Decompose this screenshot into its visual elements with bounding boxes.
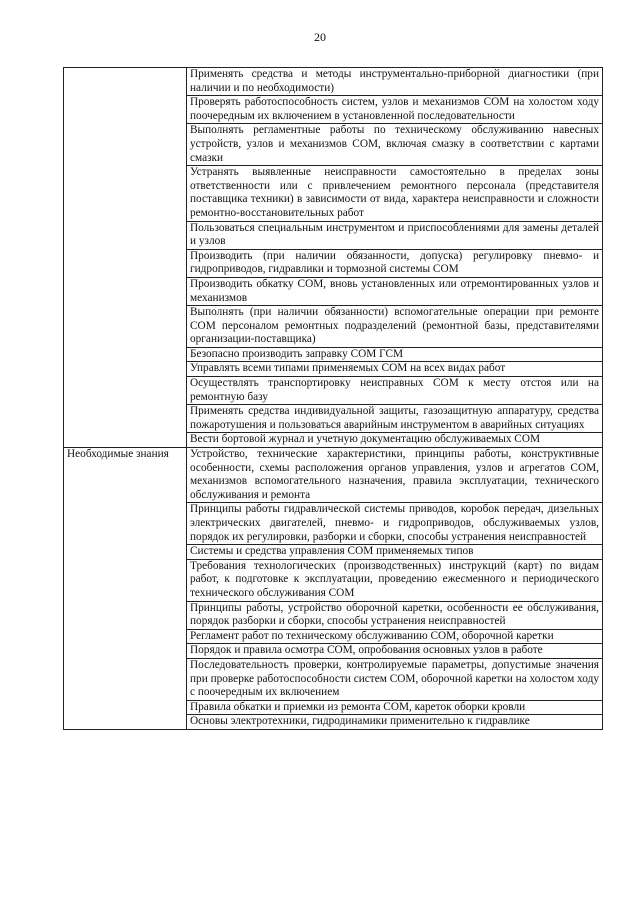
skill-item: Производить обкатку СОМ, вновь установленных или отремонтированных узлов и механизмов <box>187 277 603 305</box>
knowledge-item: Требования технологических (производственных) инструкций (карт) по видам работ, к подготовке к эксплуатации, проведению ежесменного и периодического технического обслуживания СОМ <box>187 559 603 601</box>
skill-item: Производить (при наличии обязанности, допуска) регулировку пневмо- и гидроприводов, гидравлики и тормозной системы СОМ <box>187 249 603 277</box>
knowledge-item: Основы электротехники, гидродинамики применительно к гидравлике <box>187 715 603 730</box>
table-row <box>64 448 603 503</box>
skill-item: Применять средства индивидуальной защиты, газозащитную аппаратуру, средства пожаротушения и пользоваться аварийным инструментом в аварийных ситуациях <box>187 405 603 433</box>
skill-item: Пользоваться специальным инструментом и приспособлениями для замены деталей и узлов <box>187 221 603 249</box>
competency-table <box>63 67 603 730</box>
skill-item: Проверять работоспособность систем, узлов и механизмов СОМ на холостом ходу поочередным их включением в установленной последовательности <box>187 96 603 124</box>
page-number: 20 <box>314 30 326 44</box>
skill-item: Выполнять регламентные работы по техническому обслуживанию навесных устройств, узлов и механизмов СОМ, включая смазку в соответствии с картами смазки <box>187 124 603 166</box>
knowledge-item: Последовательность проверки, контролируемые параметры, допустимые значения при проверке работоспособности систем СОМ, оборочной каретки на холостом ходу с поочередным их включением <box>187 658 603 700</box>
knowledge-item: Принципы работы гидравлической системы приводов, коробок передач, дизельных электрических двигателей, пневмо- и гидроприводов, обслуживаемых узлов, порядок их регулировки, разборки и сборки, способы устранения неисправностей <box>187 503 603 545</box>
skill-item: Безопасно производить заправку СОМ ГСМ <box>187 347 603 362</box>
knowledge-item: Принципы работы, устройство оборочной каретки, особенности ее обслуживания, порядок разборки и сборки, способы устранения неисправностей <box>187 601 603 629</box>
knowledge-item: Регламент работ по техническому обслуживанию СОМ, оборочной каретки <box>187 629 603 644</box>
skill-item: Вести бортовой журнал и учетную документацию обслуживаемых СОМ <box>187 433 603 448</box>
table-row <box>64 68 603 96</box>
skill-item: Применять средства и методы инструментально-приборной диагностики (при наличии и по необходимости) <box>187 68 603 96</box>
knowledge-item: Системы и средства управления СОМ применяемых типов <box>187 545 603 560</box>
skill-item: Осуществлять транспортировку неисправных СОМ к месту отстоя или на ремонтную базу <box>187 377 603 405</box>
knowledge-item: Порядок и правила осмотра СОМ, опробования основных узлов в работе <box>187 644 603 659</box>
skill-item: Выполнять (при наличии обязанности) вспомогательные операции при ремонте СОМ персоналом ремонтных подразделений (ремонтной базы, представителями организации-поставщика) <box>187 306 603 348</box>
knowledge-item: Устройство, технические характеристики, принципы работы, конструктивные особенности, схемы расположения органов управления, узлов и агрегатов СОМ, механизмов вспомогательного назначения, правила эксплуатации, технического обслуживания и ремонта <box>187 448 603 503</box>
knowledge-item: Правила обкатки и приемки из ремонта СОМ, кареток оборки кровли <box>187 700 603 715</box>
skill-item: Устранять выявленные неисправности самостоятельно в пределах зоны ответственности или с привлечением ремонтного персонала (представителя поставщика техники) в зависимости от вида, характера неисправности и сложности ремонтно-восстановительных работ <box>187 166 603 221</box>
skill-item: Управлять всеми типами применяемых СОМ на всех видах работ <box>187 362 603 377</box>
skills-label-cell <box>64 68 187 448</box>
knowledge-label: Необходимые знания <box>64 448 187 730</box>
